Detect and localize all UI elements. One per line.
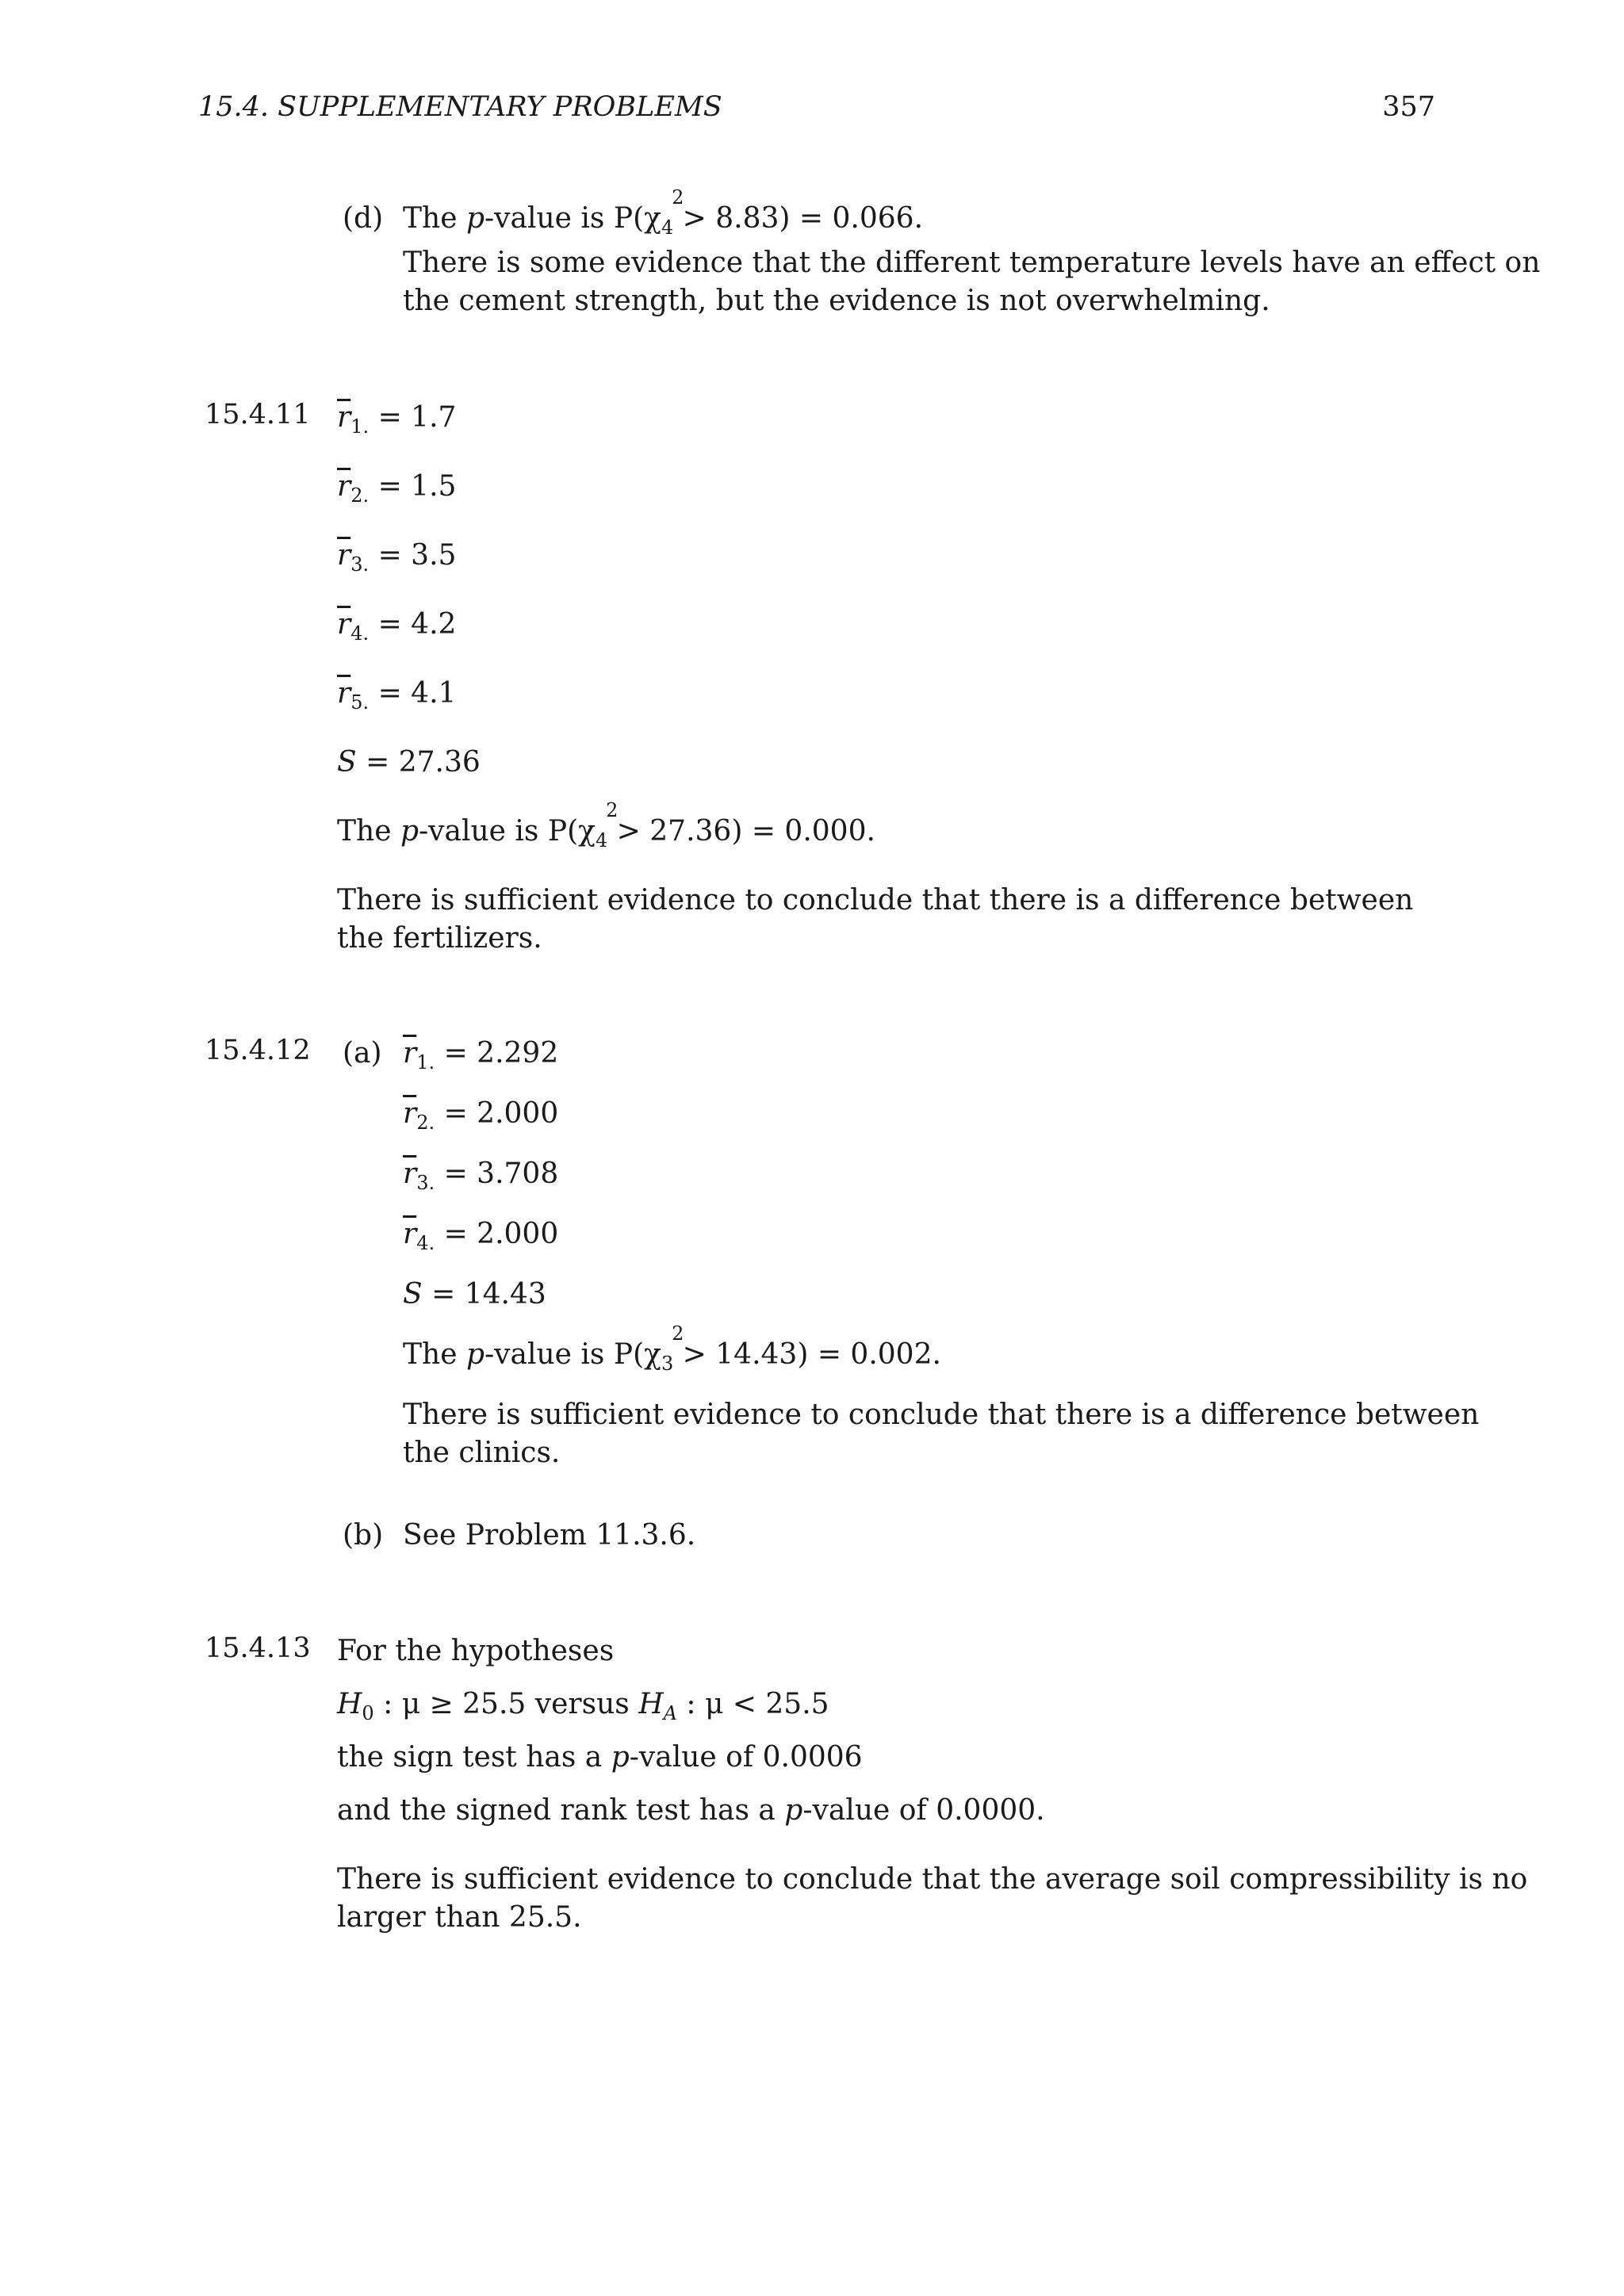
d-text-line-2: the cement strength, but the evidence is not overwhelming. (403, 285, 1270, 317)
rank-mean-1: $\overline{r}_{1.} = 1.7$ (337, 401, 457, 438)
sign-test-line: the sign test has a p-value of 0.0006 (337, 1741, 863, 1774)
rank-mean-5: $\overline{r}_{5.} = 4.1$ (337, 677, 457, 714)
problem-number-15-4-13: 15.4.13 (205, 1632, 311, 1664)
rank-mean-4: $\overline{r}_{4.} = 2.000$ (403, 1218, 559, 1254)
p12-conclusion-line-1: There is sufficient evidence to conclude that there is a difference between (403, 1399, 1480, 1431)
test-statistic: S = 14.43 (403, 1278, 546, 1311)
problem-number-15-4-11: 15.4.11 (205, 399, 311, 430)
test-statistic: S = 27.36 (337, 746, 481, 779)
p11-pvalue-line: The p-value is P(χ 2 $_4$ > 27.36) = 0.000. (337, 799, 875, 851)
p12-pvalue-line: The p-value is P(χ 2 $_3$ > 14.43) = 0.002. (403, 1322, 941, 1375)
p11-conclusion-line-2: the fertilizers. (337, 922, 542, 955)
problem-number-15-4-12: 15.4.12 (205, 1035, 311, 1066)
rank-mean-3: $\overline{r}_{3.} = 3.708$ (403, 1158, 559, 1194)
d-pvalue-line: The p-value is P(χ 2 $_4$ > 8.83) = 0.066. (403, 186, 924, 239)
item-label-b: (b) (343, 1519, 384, 1552)
hypotheses-line: $H_0$ : μ ≥ 25.5 versus $H_A$ : μ < 25.5 (337, 1688, 829, 1724)
p13-conclusion-line-1: There is sufficient evidence to conclude that the average soil compressibility is no (337, 1863, 1528, 1896)
page-number: 357 (1382, 91, 1435, 123)
running-header-section: 15.4. SUPPLEMENTARY PROBLEMS (198, 91, 722, 123)
item-label-d: (d) (343, 202, 384, 235)
rank-mean-3: $\overline{r}_{3.} = 3.5$ (337, 539, 457, 576)
rank-mean-2: $\overline{r}_{2.} = 2.000$ (403, 1097, 559, 1134)
rank-mean-2: $\overline{r}_{2.} = 1.5$ (337, 470, 457, 507)
p12-b-text: See Problem 11.3.6. (403, 1519, 696, 1552)
p11-conclusion-line-1: There is sufficient evidence to conclude that there is a difference between (337, 884, 1414, 916)
p13-intro: For the hypotheses (337, 1635, 615, 1667)
rank-mean-1: $\overline{r}_{1.} = 2.292$ (403, 1037, 559, 1073)
p12-conclusion-line-2: the clinics. (403, 1437, 561, 1469)
item-label-a: (a) (343, 1037, 382, 1070)
d-text-line-1: There is some evidence that the different temperature levels have an effect on (403, 247, 1541, 279)
p13-conclusion-line-2: larger than 25.5. (337, 1901, 582, 1934)
rank-mean-4: $\overline{r}_{4.} = 4.2$ (337, 608, 457, 645)
signed-rank-line: and the signed rank test has a p-value of 0.0000. (337, 1794, 1045, 1827)
